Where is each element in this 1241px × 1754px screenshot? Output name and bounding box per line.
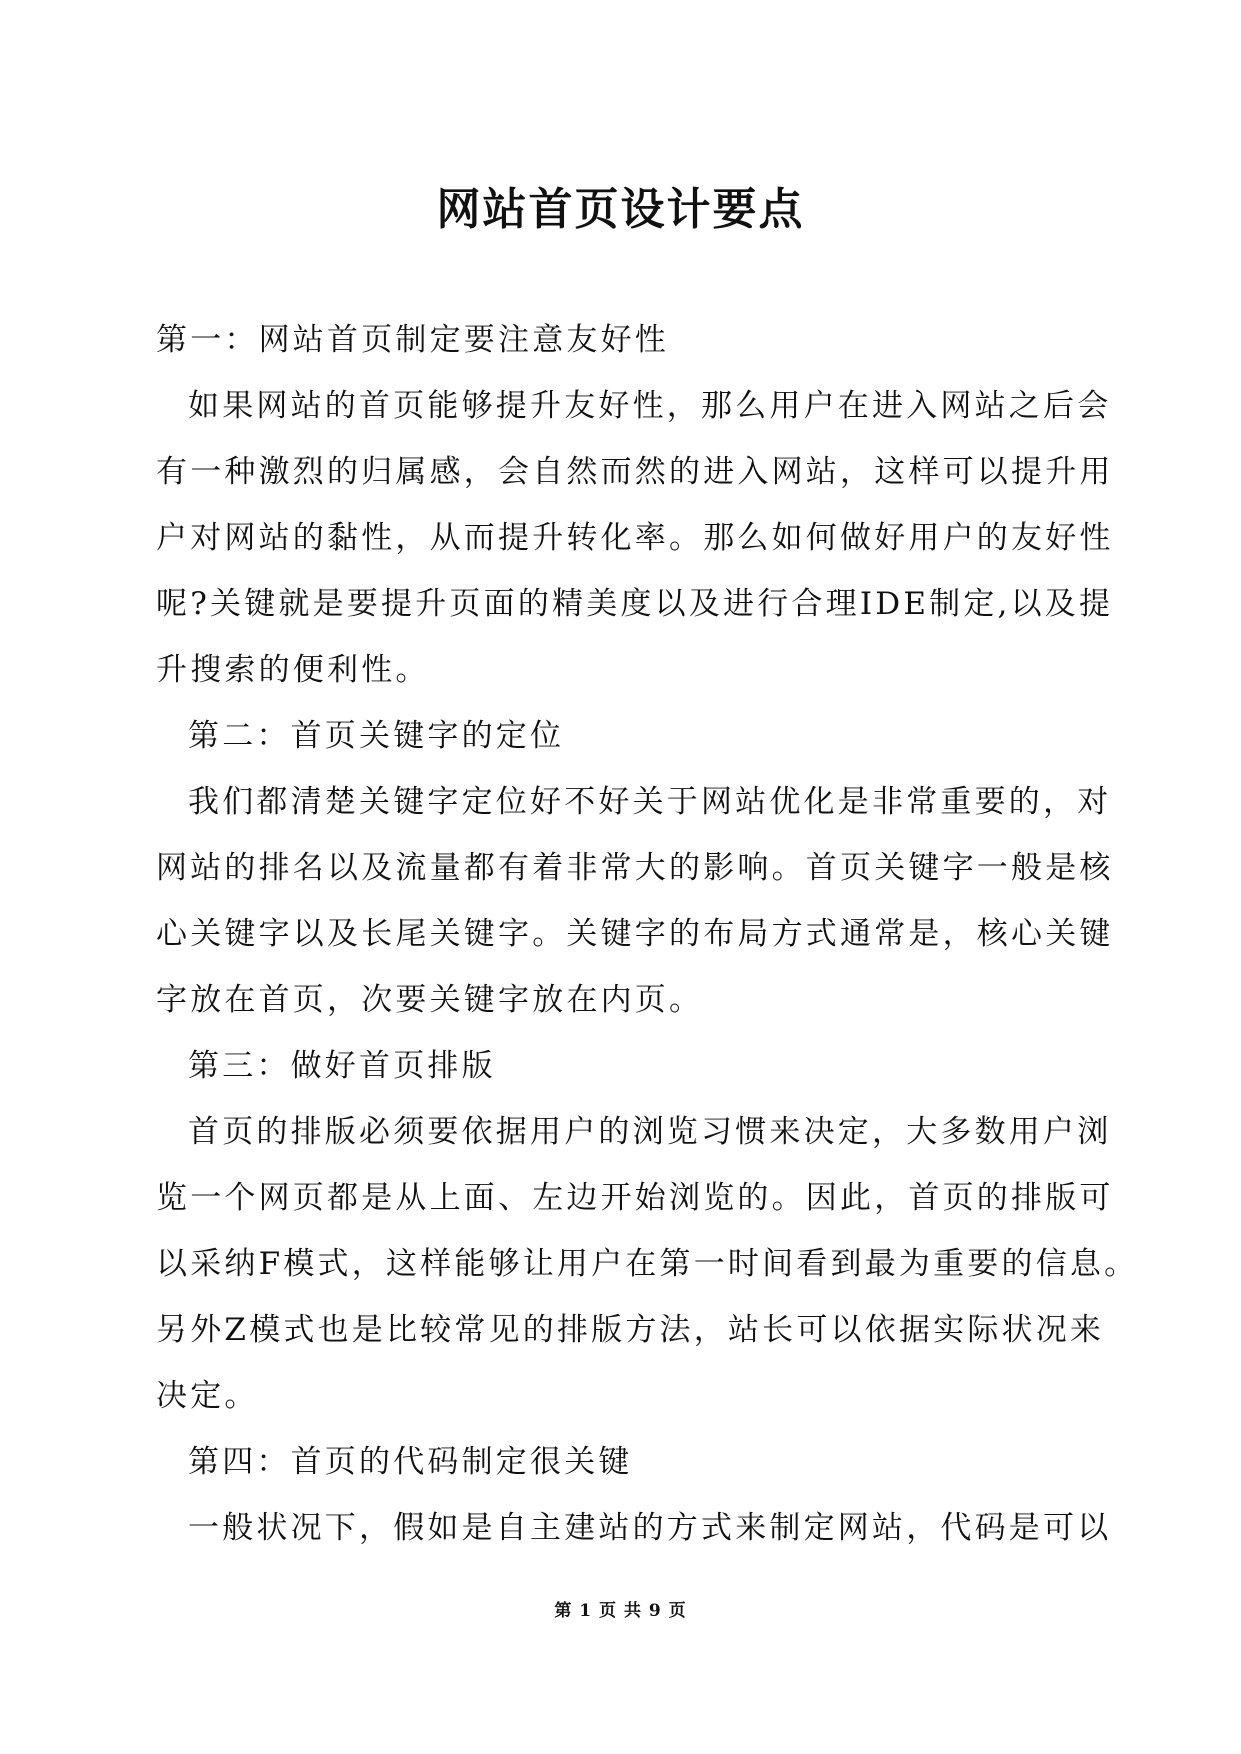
paragraph-line: 以采纳F模式，这样能够让用户在第一时间看到最为重要的信息。: [156, 1246, 1139, 1282]
paragraph-line: 呢?关键就是要提升页面的精美度以及进行合理IDE制定,以及提: [156, 586, 1114, 622]
document-title: 网站首页设计要点: [436, 184, 805, 235]
paragraph-line: 升搜索的便利性。: [156, 652, 430, 688]
paragraph-line: 首页的排版必须要依据用户的浏览习惯来决定，大多数用户浏: [188, 1114, 1112, 1150]
paragraph-line: 字放在首页，次要关键字放在内页。: [156, 982, 704, 1018]
paragraph-line: 一般状况下，假如是自主建站的方式来制定网站，代码是可以: [188, 1510, 1112, 1546]
paragraph-line: 我们都清楚关键字定位好不好关于网站优化是非常重要的，对: [188, 784, 1112, 820]
paragraph-line: 如果网站的首页能够提升友好性，那么用户在进入网站之后会: [188, 388, 1112, 424]
paragraph-line: 决定。: [156, 1378, 259, 1414]
page-footer: 第 1 页 共 9 页: [554, 1601, 687, 1621]
section-heading-3: 第三：做好首页排版: [188, 1048, 496, 1084]
paragraph-line: 另外Z模式也是比较常见的排版方法，站长可以依据实际状况来: [156, 1312, 1105, 1348]
paragraph-line: 心关键字以及长尾关键字。关键字的布局方式通常是，核心关键: [156, 916, 1114, 952]
section-heading-4: 第四：首页的代码制定很关键: [188, 1444, 633, 1480]
paragraph-line: 网站的排名以及流量都有着非常大的影响。首页关键字一般是核: [156, 850, 1114, 886]
section-heading-1: 第一：网站首页制定要注意友好性: [156, 322, 669, 358]
paragraph-line: 有一种激烈的归属感，会自然而然的进入网站，这样可以提升用: [156, 454, 1114, 490]
paragraph-line: 览一个网页都是从上面、左边开始浏览的。因此，首页的排版可: [156, 1180, 1114, 1216]
section-heading-2: 第二：首页关键字的定位: [188, 718, 565, 754]
paragraph-line: 户对网站的黏性，从而提升转化率。那么如何做好用户的友好性: [156, 520, 1114, 556]
